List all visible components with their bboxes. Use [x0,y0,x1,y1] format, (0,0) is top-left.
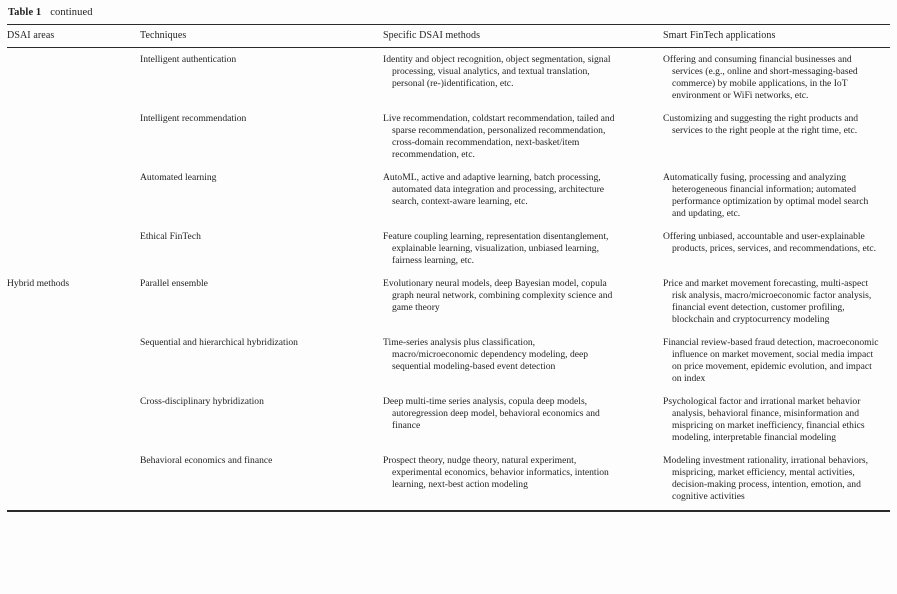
cell-applications [663,326,890,385]
cell-methods [383,444,663,511]
cell-methods [383,326,663,385]
cell-applications [663,48,890,103]
table-row [7,326,890,385]
applications-text: Offering and consuming financial businesses and services (e.g., online and short-messaging-based commerce) by mobile applications, in the IoT environment or WiFi networks, etc. [663,54,858,101]
cell-technique [140,444,383,511]
cell-technique [140,220,383,267]
table-continued-note: continued [50,7,93,18]
table-row [7,267,890,326]
applications-text: Financial review-based fraud detection, macroeconomic influence on market movement, social media impact on price movement, epidemic evolution, and impact on index [663,337,879,384]
table-caption [8,7,890,18]
methods-text: Time-series analysis plus classification, macro/microeconomic dependency modeling, deep sequential modeling-based event detection [383,337,589,372]
column-header-smart-fintech-applications: Smart FinTech applications [663,25,890,48]
cell-dsai-area [7,161,140,220]
cell-applications [663,102,890,161]
applications-text: Customizing and suggesting the right products and services to the right people at the right time, etc. [663,113,859,136]
cell-technique [140,48,383,103]
cell-applications [663,385,890,444]
column-header-techniques: Techniques [140,25,383,48]
technique-text: Automated learning [140,172,217,183]
cell-methods [383,161,663,220]
table-row [7,161,890,220]
cell-dsai-area [7,102,140,161]
methods-text: Prospect theory, nudge theory, natural experiment, experimental economics, behavior informatics, intention learning, next-best action modeling [383,455,609,490]
cell-dsai-area [7,444,140,511]
applications-text: Offering unbiased, accountable and user-explainable products, prices, services, and recommendations, etc. [663,231,877,254]
cell-technique [140,326,383,385]
table-row [7,102,890,161]
methods-text: Feature coupling learning, representation disentanglement, explainable learning, visualization, unbiased learning, fairness learning, etc. [383,231,609,266]
applications-text: Price and market movement forecasting, multi-aspect risk analysis, macro/microeconomic factor analysis, financial event detection, customer profiling, blockchain and cryptocurrency modeling [663,278,872,325]
methods-text: Deep multi-time series analysis, copula deep models, autoregression deep model, behavioral economics and finance [383,396,600,431]
header-row [7,25,890,48]
cell-dsai-area [7,267,140,326]
cell-dsai-area [7,48,140,103]
applications-text: Modeling investment rationality, irrational behaviors, mispricing, market efficiency, mental activities, decision-making process, intention, emotion, and cognitive activities [663,455,869,502]
cell-dsai-area [7,326,140,385]
cell-dsai-area [7,385,140,444]
cell-methods [383,102,663,161]
technique-text: Intelligent recommendation [140,113,247,124]
dsai-area-text: Hybrid methods [7,278,70,289]
cell-technique [140,267,383,326]
cell-technique [140,385,383,444]
cell-applications [663,220,890,267]
technique-text: Intelligent authentication [140,54,237,65]
methods-text: Live recommendation, coldstart recommendation, tailed and sparse recommendation, personalized recommendation, cross-domain recommendation, next-basket/item recommendation, etc. [383,113,615,160]
cell-methods [383,48,663,103]
table-number: Table 1 [8,7,42,18]
table-row [7,385,890,444]
methods-text: Identity and object recognition, object segmentation, signal processing, visual analytics, and textual translation, personal (re-)identification, etc. [383,54,611,89]
cell-methods [383,220,663,267]
cell-methods [383,385,663,444]
technique-text: Behavioral economics and finance [140,455,273,466]
table-row [7,220,890,267]
technique-text: Ethical FinTech [140,231,201,242]
cell-applications [663,444,890,511]
dsai-fintech-table [7,24,890,512]
cell-methods [383,267,663,326]
cell-technique [140,161,383,220]
column-header-specific-dsai-methods: Specific DSAI methods [383,25,663,48]
technique-text: Sequential and hierarchical hybridization [140,337,298,348]
cell-applications [663,267,890,326]
cell-dsai-area [7,220,140,267]
methods-text: Evolutionary neural models, deep Bayesian model, copula graph neural network, combining complexity science and game theory [383,278,613,313]
table-row [7,444,890,511]
table-row [7,48,890,103]
cell-technique [140,102,383,161]
applications-text: Automatically fusing, processing and analyzing heterogeneous financial information; automated performance optimization by optimal model search and updating, etc. [663,172,869,219]
methods-text: AutoML, active and adaptive learning, batch processing, automated data integration and processing, architecture search, context-aware learning, etc. [383,172,605,207]
cell-applications [663,161,890,220]
technique-text: Cross-disciplinary hybridization [140,396,264,407]
applications-text: Psychological factor and irrational market behavior analysis, behavioral finance, misinformation and mispricing on market inefficiency, financial ethics modeling, interpretable financial modeling [663,396,865,443]
column-header-dsai-areas: DSAI areas [7,25,140,48]
technique-text: Parallel ensemble [140,278,208,289]
